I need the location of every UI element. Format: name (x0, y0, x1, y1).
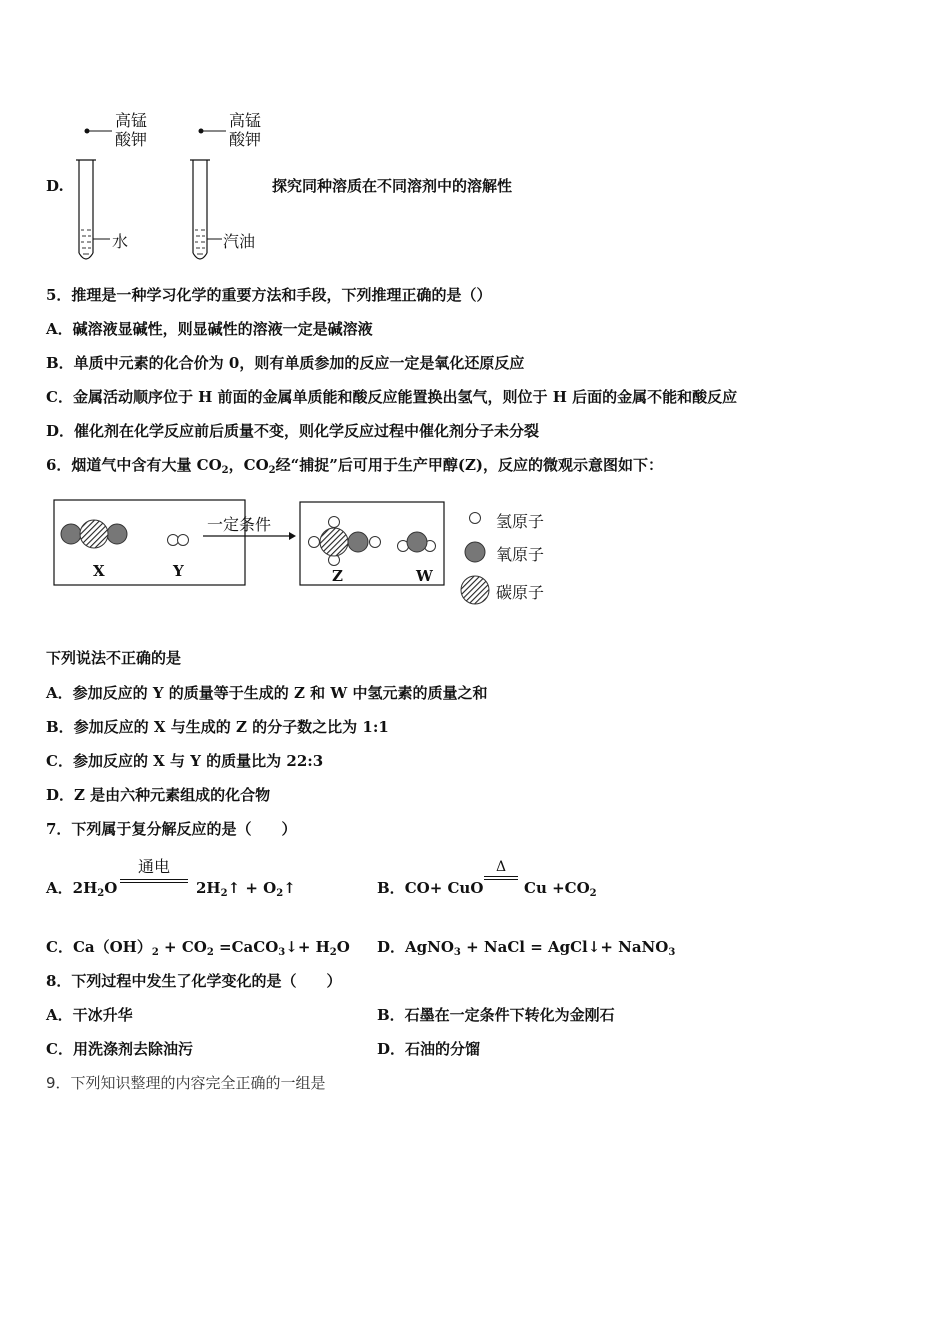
q6-option-c: C．参加反应的 X 与 Y 的质量比为 22:3 (46, 752, 324, 770)
q6-option-d: D．Z 是由六种元素组成的化合物 (46, 786, 271, 804)
q7-stem: 7．下列属于复分解反应的是（ ） (46, 820, 297, 838)
q9-stem: 9．下列知识整理的内容完全正确的一组是 (46, 1074, 326, 1092)
legend-oxygen-text: 氧原子 (496, 545, 545, 564)
test-tube-gasoline (190, 160, 222, 259)
legend (461, 513, 489, 605)
q6-prompt: 下列说法不正确的是 (46, 649, 182, 667)
reagent-label-1-line1: 高锰 (115, 111, 148, 130)
q7-option-b-left: B．CO+ CuO (377, 879, 484, 897)
q7-option-a-condition: 通电 (120, 854, 188, 883)
q6-option-a: A．参加反应的 Y 的质量等于生成的 Z 和 W 中氢元素的质量之和 (46, 684, 488, 702)
legend-carbon-symbol (461, 576, 489, 604)
q4-option-d-text: 探究同种溶质在不同溶剂中的溶解性 (272, 177, 513, 195)
reagent-label-2-line2: 酸钾 (229, 130, 262, 149)
molecule-y-h2 (168, 535, 189, 546)
q5-option-a: A．碱溶液显碱性，则显碱性的溶液一定是碱溶液 (46, 320, 373, 338)
q7-option-a-right: $2H_2↑$ + $O_2↑$ (196, 879, 296, 899)
legend-hydrogen-symbol (470, 513, 481, 524)
label-x: X (93, 562, 105, 580)
q8-option-b: B．石墨在一定条件下转化为金刚石 (377, 1006, 615, 1024)
q5-option-b: B．单质中元素的化合价为 0，则有单质参加的反应一定是氧化还原反应 (46, 354, 525, 372)
molecule-z-methanol (309, 517, 381, 566)
label-w: W (416, 567, 433, 585)
q6-option-b: B．参加反应的 X 与生成的 Z 的分子数之比为 1:1 (46, 718, 389, 736)
test-tube-water (76, 160, 110, 259)
q8-option-d: D．石油的分馏 (377, 1040, 481, 1058)
q8-stem: 8．下列过程中发生了化学变化的是（ ） (46, 972, 342, 990)
q4-option-d-label: D. (46, 177, 64, 195)
q5-option-d: D．催化剂在化学反应前后质量不变，则化学反应过程中催化剂分子未分裂 (46, 422, 540, 440)
molecule-x-co2 (61, 520, 127, 548)
q7-option-a-left: A．$2H_2O$ (46, 879, 118, 899)
reaction-diagram-svg (50, 496, 570, 616)
q8-option-a: A．干冰升华 (46, 1006, 133, 1024)
reagent-label-1-line2: 酸钾 (115, 130, 148, 149)
q7-option-b-right: $Cu +CO_2$ (524, 879, 597, 899)
q6-stem: 6．烟道气中含有大量 $CO_2$，$CO_2$经“捕捉”后可用于生产甲醇(Z)，反应的微观示意图如下： (46, 456, 664, 476)
q7-option-d: D．AgNO$_3$ + NaCl = AgCl↓+ NaNO$_3$ (377, 938, 676, 958)
reagent-label-2-line1: 高锰 (229, 111, 262, 130)
solvent-label-water: 水 (112, 232, 129, 251)
molecule-w-water (398, 532, 436, 552)
legend-carbon-text: 碳原子 (496, 583, 545, 602)
q8-option-c: C．用洗涤剂去除油污 (46, 1040, 193, 1058)
label-z: Z (332, 567, 343, 585)
q7-option-c: C．$Ca(OH)_2 + CO_2$ =CaCO$_3$↓+ $H_2O$ (46, 938, 350, 958)
q5-option-c: C．金属活动顺序位于 H 前面的金属单质能和酸反应能置换出氢气，则位于 H 后面的金属不能和酸反应 (46, 388, 738, 406)
q5-stem: 5．推理是一种学习化学的重要方法和手段，下列推理正确的是（） (46, 286, 492, 304)
solvent-label-gasoline: 汽油 (223, 232, 256, 251)
reaction-condition: 一定条件 (207, 515, 272, 534)
legend-oxygen-symbol (465, 542, 485, 562)
label-y: Y (173, 562, 184, 580)
q7-option-b-condition: Δ (484, 860, 518, 880)
legend-hydrogen-text: 氢原子 (496, 512, 545, 531)
